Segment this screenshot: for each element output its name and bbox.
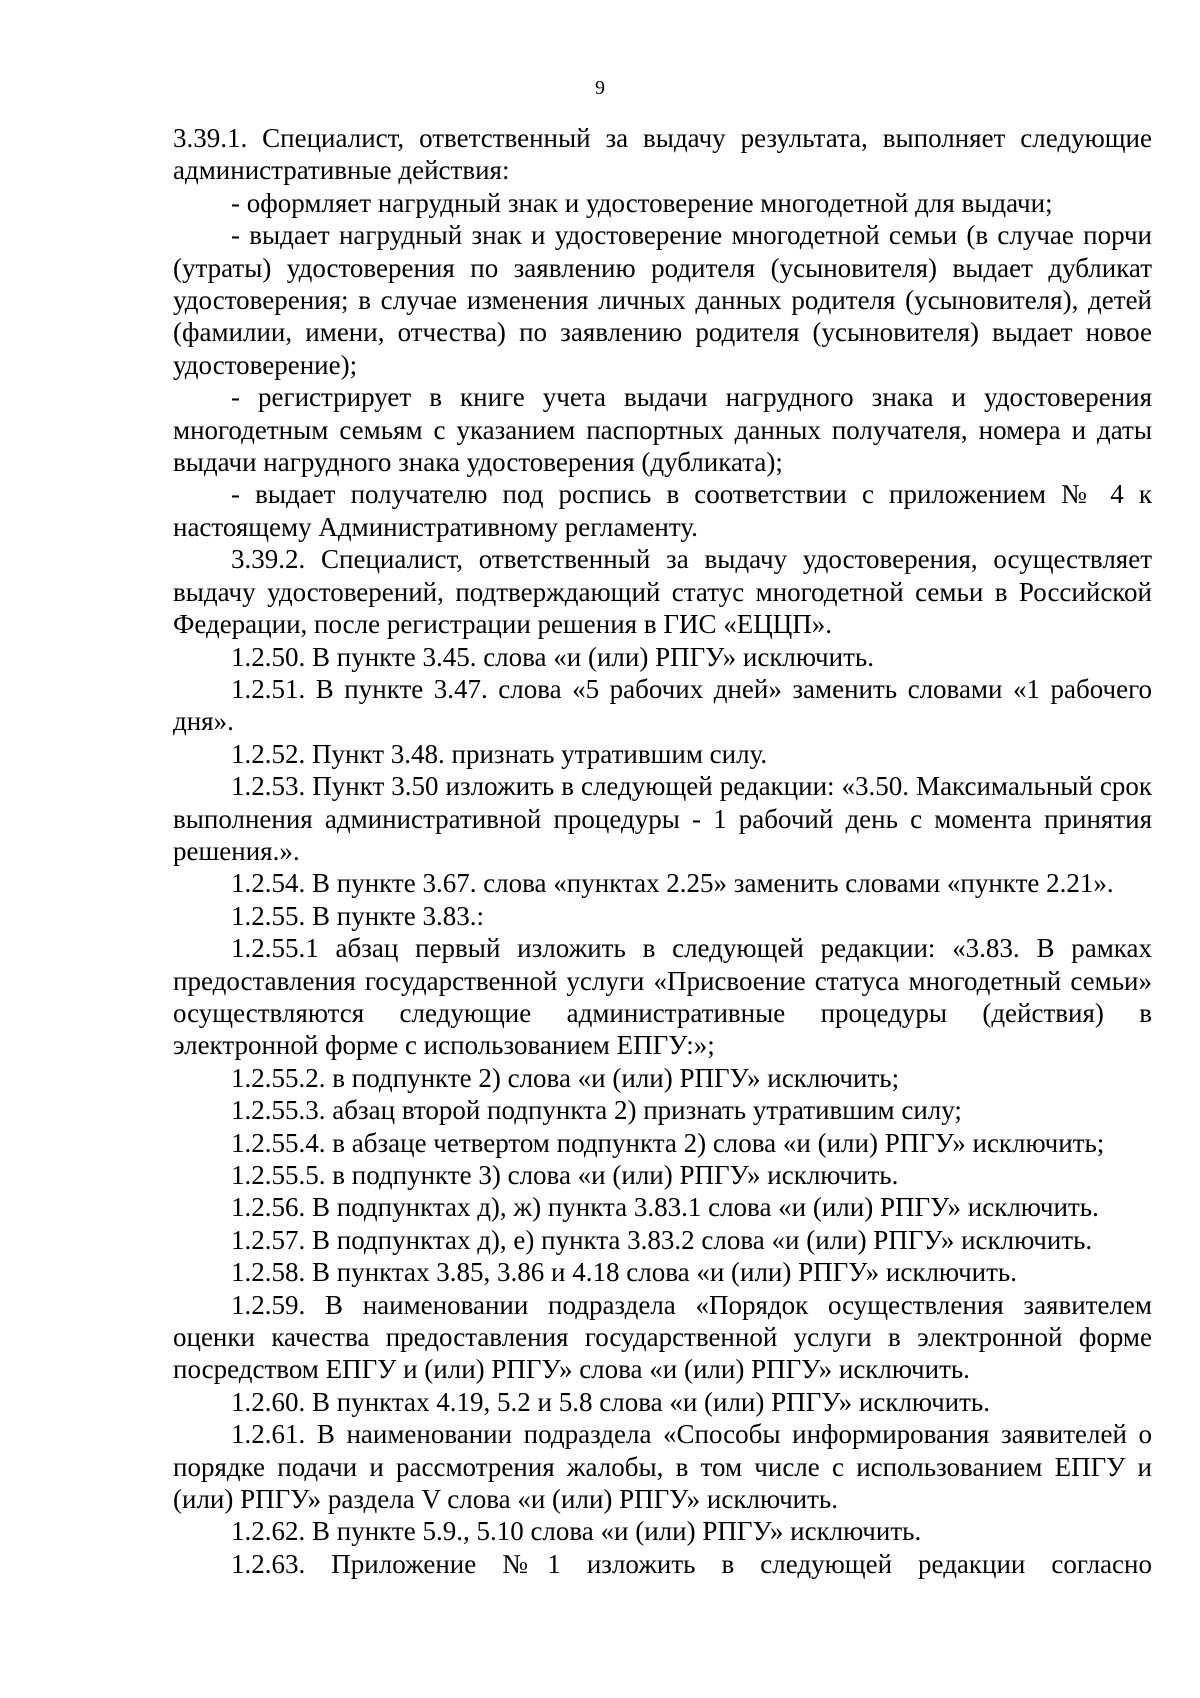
page-number: 9 <box>595 77 605 99</box>
paragraph: 1.2.52. Пункт 3.48. признать утратившим силу. <box>231 738 768 769</box>
paragraph: 3.39.1. Специалист, ответственный за выдачу результата, выполняет следующие административные действия: <box>173 123 1152 186</box>
paragraph: - выдает нагрудный знак и удостоверение многодетной семьи (в случае порчи (утраты) удостоверения по заявлению родителя (усыновителя) выдает дубликат удостоверения; в случае изменения личных данных родителя (усыновителя), детей (фамилии, имени, отчества) по заявлению родителя (усыновителя) выдает новое удостоверение); <box>173 220 1152 380</box>
paragraph: 1.2.51. В пункте 3.47. слова «5 рабочих дней» заменить словами «1 рабочего дня». <box>173 673 1152 737</box>
paragraph: 1.2.63. Приложение №1 изложить в следующей редакции согласно <box>231 1548 1152 1579</box>
paragraph: 3.39.2. Специалист, ответственный за выдачу удостоверения, осуществляет выдачу удостоверений, подтверждающий статус многодетной семьи в Российской Федерации, после регистрации решения в ГИС «ЕЦЦП». <box>173 544 1152 640</box>
paragraph: 1.2.55.1 абзац первый изложить в следующей редакции: «3.83. В рамках предоставления государственной услуги «Присвоение статуса многодетный семьи» осуществляются следующие административные процедуры (действия) в электронной форме с использованием ЕПГУ:»; <box>173 933 1152 1061</box>
paragraph: 1.2.57. В подпунктах д), е) пункта 3.83.2 слова «и (или) РПГУ» исключить. <box>231 1224 1093 1255</box>
paragraph: 1.2.53. Пункт 3.50 изложить в следующей редакции: «3.50. Максимальный срок выполнения административной процедуры - 1 рабочий день с момента принятия решения.». <box>173 771 1152 866</box>
paragraph: 1.2.55.5. в подпункте 3) слова «и (или) РПГУ» исключить. <box>231 1160 899 1190</box>
paragraph: 1.2.55.2. в подпункте 2) слова «и (или) РПГУ» исключить; <box>231 1062 900 1093</box>
document-body <box>173 122 1152 1580</box>
paragraph: 1.2.60. В пунктах 4.19, 5.2 и 5.8 слова «и (или) РПГУ» исключить. <box>231 1386 990 1417</box>
paragraph: 1.2.61. В наименовании подраздела «Способы информирования заявителей о порядке подачи и рассмотрения жалобы, в том числе с использованием ЕПГУ и (или) РПГУ» раздела V слова «и (или) РПГУ» исключить. <box>173 1419 1152 1515</box>
paragraph: 1.2.62. В пункте 5.9., 5.10 слова «и (или) РПГУ» исключить. <box>231 1516 922 1547</box>
paragraph: - оформляет нагрудный знак и удостоверение многодетной для выдачи; <box>231 187 1053 218</box>
paragraph: 1.2.55. В пункте 3.83.: <box>231 900 484 931</box>
paragraph: 1.2.54. В пункте 3.67. слова «пунктах 2.25» заменить словами «пункте 2.21». <box>231 868 1114 899</box>
paragraph: 1.2.59. В наименовании подраздела «Порядок осуществления заявителем оценки качества предоставления государственной услуги в электронной форме посредством ЕПГУ и (или) РПГУ» слова «и (или) РПГУ» исключить. <box>173 1289 1152 1385</box>
paragraph: 1.2.58. В пунктах 3.85, 3.86 и 4.18 слова «и (или) РПГУ» исключить. <box>231 1257 1017 1288</box>
paragraph: - регистрирует в книге учета выдачи нагрудного знака и удостоверения многодетным семьям с указанием паспортных данных получателя, номера и даты выдачи нагрудного знака удостоверения (дубликата); <box>173 382 1152 478</box>
paragraph: - выдает получателю под роспись в соответствии с приложением № 4 к настоящему Административному регламенту. <box>173 479 1152 542</box>
paragraph: 1.2.56. В подпунктах д), ж) пункта 3.83.1 слова «и (или) РПГУ» исключить. <box>231 1192 1099 1223</box>
paragraph: 1.2.50. В пункте 3.45. слова «и (или) РПГУ» исключить. <box>231 641 874 672</box>
paragraph: 1.2.55.4. в абзаце четвертом подпункта 2) слова «и (или) РПГУ» исключить; <box>231 1127 1105 1158</box>
paragraph: 1.2.55.3. абзац второй подпункта 2) признать утратившим силу; <box>231 1095 962 1126</box>
